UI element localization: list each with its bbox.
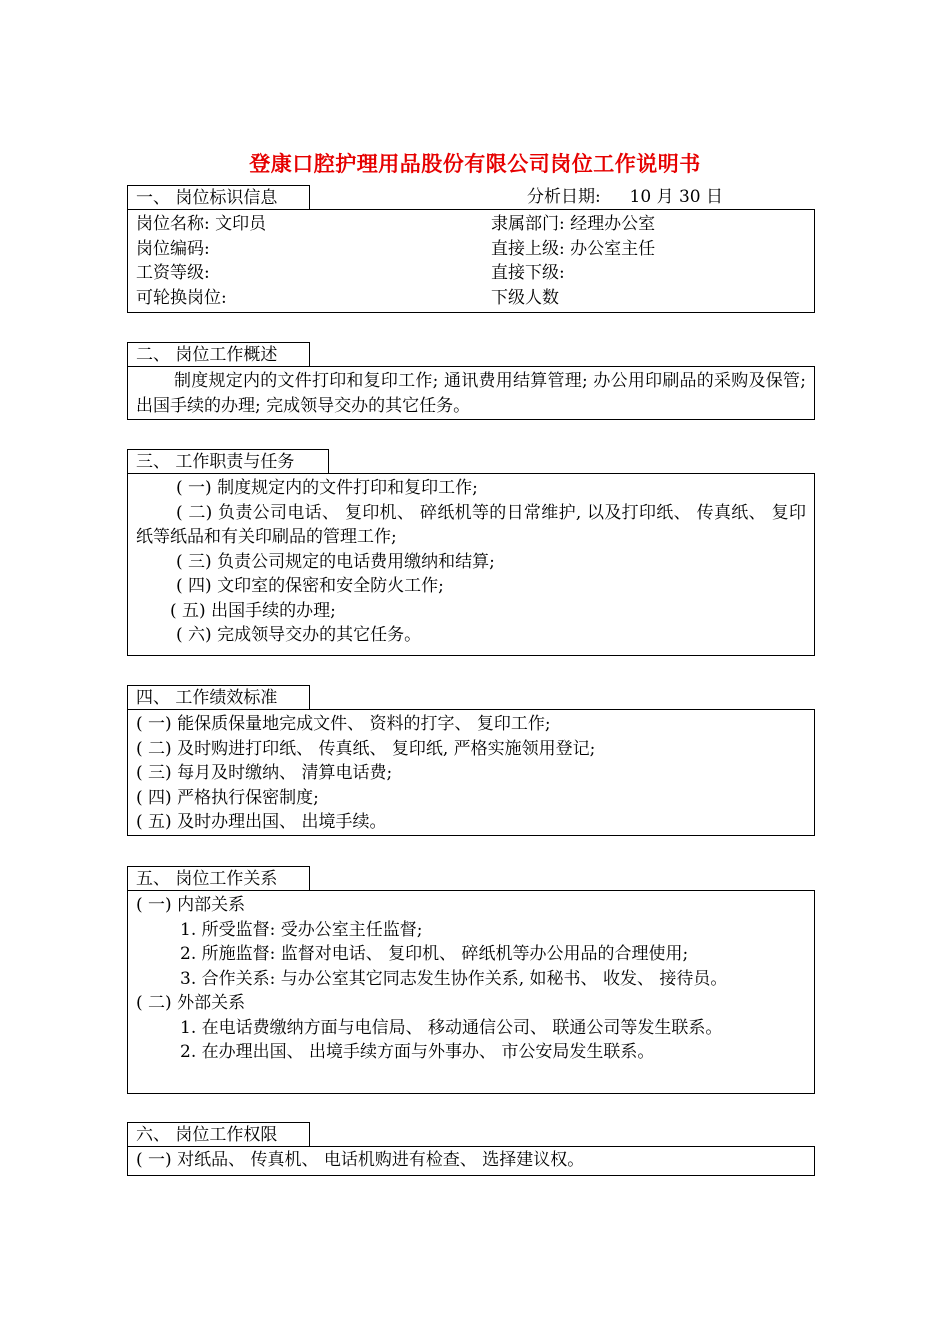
- duty-item: ( 二) 负责公司电话、 复印机、 碎纸机等的日常维护, 以及打印纸、 传真纸、 复印纸等纸品和有关印刷品的管理工作;: [136, 502, 806, 547]
- rotatable-position: 可轮换岗位:: [136, 287, 227, 308]
- info-row: [136, 261, 806, 286]
- position-code: 岗位编码:: [136, 238, 210, 259]
- duty-item: ( 三) 负责公司规定的电话费用缴纳和结算;: [176, 551, 495, 572]
- duty-item: ( 四) 文印室的保密和安全防火工作;: [176, 576, 444, 596]
- authority-item: ( 一) 对纸品、 传真机、 电话机购进有检查、 选择建议权。: [136, 1150, 585, 1170]
- duty-item: ( 五) 出国手续的办理;: [170, 600, 336, 621]
- authority-box: [127, 1146, 815, 1176]
- relation-item: 1. 所受监督: 受办公室主任监督;: [180, 919, 423, 940]
- info-row: [136, 212, 806, 237]
- identification-box: [127, 209, 815, 313]
- relation-item: 1. 在电话费缴纳方面与电信局、 移动通信公司、 联通公司等发生联系。: [180, 1017, 723, 1038]
- subordinate-count: 下级人数: [491, 287, 559, 308]
- overview-box: [127, 366, 815, 420]
- standards-box: [127, 709, 815, 836]
- duty-item: ( 六) 完成领导交办的其它任务。: [176, 625, 422, 645]
- section-header: 五、 岗位工作关系: [127, 866, 310, 891]
- relation-item: 3. 合作关系: 与办公室其它同志发生协作关系, 如秘书、 收发、 接待员。: [180, 968, 728, 989]
- analysis-date-value: 10 月 30 日: [629, 187, 724, 207]
- standard-item: ( 二) 及时购进打印纸、 传真纸、 复印纸, 严格实施领用登记;: [136, 738, 596, 759]
- standard-item: ( 四) 严格执行保密制度;: [136, 787, 319, 808]
- salary-grade: 工资等级:: [136, 263, 210, 283]
- relation-item: 2. 所施监督: 监督对电话、 复印机、 碎纸机等办公用品的合理使用;: [180, 944, 689, 964]
- standard-item: ( 三) 每月及时缴纳、 清算电话费;: [136, 763, 393, 783]
- direct-supervisor: 直接上级: 办公室主任: [491, 238, 656, 259]
- info-row: [136, 237, 806, 262]
- section-header: 六、 岗位工作权限: [127, 1122, 310, 1147]
- document-title: 登康口腔护理用品股份有限公司岗位工作说明书: [249, 152, 701, 176]
- department: 隶属部门: 经理办公室: [491, 214, 656, 234]
- section-header: 二、 岗位工作概述: [127, 342, 310, 367]
- analysis-date: [527, 185, 723, 209]
- analysis-date-label: 分析日期:: [527, 187, 601, 207]
- direct-subordinate: 直接下级:: [491, 263, 565, 283]
- overview-text: 制度规定内的文件打印和复印工作; 通讯费用结算管理; 办公用印刷品的采购及保管; 出国手续的办理; 完成领导交办的其它任务。: [136, 371, 806, 416]
- relation-item: 2. 在办理出国、 出境手续方面与外事办、 市公安局发生联系。: [180, 1042, 655, 1062]
- duties-box: [127, 473, 815, 656]
- internal-relations-title: ( 一) 内部关系: [136, 895, 246, 915]
- section-header: 四、 工作绩效标准: [127, 685, 310, 710]
- external-relations-title: ( 二) 外部关系: [136, 993, 246, 1013]
- duty-item: ( 一) 制度规定内的文件打印和复印工作;: [176, 478, 478, 498]
- relations-box: [127, 890, 815, 1094]
- info-row: [136, 286, 806, 311]
- section-header: 一、 岗位标识信息: [127, 185, 310, 210]
- position-name: 岗位名称: 文印员: [136, 214, 267, 234]
- standard-item: ( 五) 及时办理出国、 出境手续。: [136, 812, 387, 832]
- standard-item: ( 一) 能保质保量地完成文件、 资料的打字、 复印工作;: [136, 714, 551, 734]
- section-header: 三、 工作职责与任务: [127, 449, 329, 474]
